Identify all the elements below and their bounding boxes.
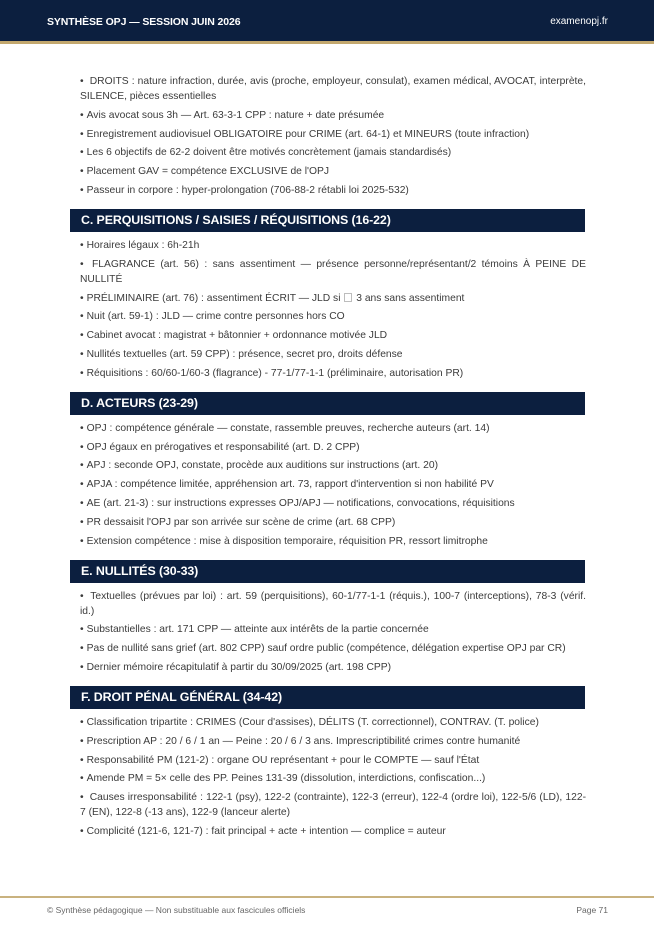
list-item [80,515,586,530]
bullet: • [80,422,84,434]
list-item [80,421,586,436]
list-item [80,328,586,343]
list-item [80,496,586,511]
bullet: • [80,292,84,304]
list-item [80,145,586,160]
item-text: Nuit (art. 59-1) : JLD — crime contre personnes hors CO [86,311,345,323]
item-text: Passeur in corpore : hyper-prolongation (706-88-2 rétabli loi 2025-532) [86,184,409,196]
item-text: APJ : seconde OPJ, constate, procède aux auditions sur instructions (art. 20) [86,460,439,472]
footer-disclaimer: © Synthèse pédagogique — Non substituable aux fascicules officiels [47,905,306,915]
list-item [80,347,586,362]
item-text: Enregistrement audiovisuel OBLIGATOIRE pour CRIME (art. 64-1) et MINEURS (toute infraction) [86,128,530,140]
list-item [80,238,586,253]
section-acteurs [80,392,586,549]
bullet: • [80,497,84,509]
list-item [80,291,586,306]
list-item [80,366,586,381]
item-text: APJA : compétence limitée, appréhension art. 73, rapport d'intervention si non habilité PV [86,479,494,491]
section-heading: D. ACTEURS (23-29) [70,392,585,415]
bullet: • [80,367,84,379]
item-text: Causes irresponsabilité : 122-1 (psy), 122-2 (contrainte), 122-3 (erreur), 122-4 (ordre loi), 122-5/6 (LD), 122-7 (EN), 122-8 (-13 ans), 122-9 (lanceur alerte) [80,792,586,819]
bullet: • [80,76,84,87]
header-site: examenopj.fr [550,16,608,27]
bullet: • [80,643,84,655]
list-item [80,771,586,786]
section-droit-penal [80,686,586,839]
missing-glyph-icon [344,293,352,302]
section-nullites [80,560,586,675]
list-item [80,309,586,324]
item-text: Classification tripartite : CRIMES (Cour d'assises), DÉLITS (T. correctionnel), CONTRAV. (T. police) [86,716,539,728]
item-text: Complicité (121-6, 121-7) : fait principal + acte + intention — complice = auteur [86,825,446,837]
list-item [80,127,586,142]
header-title: SYNTHÈSE OPJ — SESSION JUIN 2026 [47,16,241,28]
page-number: Page 71 [576,905,608,915]
section-perquisitions [80,209,586,381]
list-item [80,824,586,839]
bullet: • [80,441,84,453]
item-text: PRÉLIMINAIRE (art. 76) : assentiment ÉCRIT — JLD si [86,292,341,304]
bullet: • [80,479,84,491]
item-text: Extension compétence : mise à disposition temporaire, réquisition PR, ressort limitrophe [86,535,488,547]
item-text: OPJ : compétence générale — constate, rassemble preuves, recherche auteurs (art. 14) [86,422,490,434]
list-item [80,458,586,473]
bullet: • [80,735,84,747]
list-item [80,74,586,104]
bullet: • [80,311,84,323]
page-content [80,74,586,843]
list-item [80,753,586,768]
list-item [80,660,586,675]
list-item [80,108,586,123]
item-text-suffix: 3 ans sans assentiment [356,292,465,304]
list-item [80,477,586,492]
bullet: • [80,147,84,159]
item-text: Responsabilité PM (121-2) : organe OU représentant + pour le COMPTE — sauf l'État [86,754,480,766]
item-text: DROITS : nature infraction, durée, avis (proche, employeur, consulat), examen médical, AVOCAT, interprète, SILENCE, pièces essentielles [80,76,586,102]
bullet: • [80,330,84,342]
list-item [80,183,586,198]
list-item [80,534,586,549]
bullet: • [80,773,84,785]
item-text: Nullités textuelles (art. 59 CPP) : présence, secret pro, droits défense [86,348,403,360]
bullet: • [80,258,84,270]
page-header [0,0,654,41]
item-text: Les 6 objectifs de 62-2 doivent être motivés concrètement (jamais standardisés) [86,147,452,159]
list-item [80,622,586,637]
bullet: • [80,590,84,602]
item-text: OPJ égaux en prérogatives et responsabilité (art. D. 2 CPP) [86,441,360,453]
item-text: Textuelles (prévues par loi) : art. 59 (perquisitions), 60-1/77-1-1 (réquis.), 100-7 (interceptions), 78-3 (vérif. id.) [80,590,586,617]
bullet: • [80,661,84,673]
item-text: Substantielles : art. 171 CPP — atteinte aux intérêts de la partie concernée [86,624,429,636]
item-text: Horaires légaux : 6h-21h [86,239,200,251]
item-text: Dernier mémoire récapitulatif à partir du 30/09/2025 (art. 198 CPP) [86,661,392,673]
item-text: Prescription AP : 20 / 6 / 1 an — Peine : 20 / 6 / 3 ans. Imprescriptibilité crimes contre humanité [86,735,521,747]
list-item [80,257,586,287]
section-intro [80,74,586,198]
bullet: • [80,166,84,178]
bullet: • [80,716,84,728]
bullet: • [80,460,84,472]
bullet: • [80,239,84,251]
item-text: Cabinet avocat : magistrat + bâtonnier + ordonnance motivée JLD [86,330,388,342]
item-text: PR dessaisit l'OPJ par son arrivée sur scène de crime (art. 68 CPP) [86,516,396,528]
item-text: Réquisitions : 60/60-1/60-3 (flagrance) - 77-1/77-1-1 (préliminaire, autorisation PR) [86,367,464,379]
item-text: AE (art. 21-3) : sur instructions expresses OPJ/APJ — notifications, convocations, réquisitions [86,497,515,509]
bullet: • [80,535,84,547]
bullet: • [80,624,84,636]
list-item [80,734,586,749]
list-item [80,641,586,656]
item-text: FLAGRANCE (art. 56) : sans assentiment — présence personne/représentant/2 témoins À PEINE DE NULLITÉ [80,258,586,285]
bullet: • [80,516,84,528]
bullet: • [80,128,84,140]
list-item [80,589,586,619]
item-text: Pas de nullité sans grief (art. 802 CPP) sauf ordre public (compétence, délégation expertise OPJ par CR) [86,643,566,655]
list-item [80,440,586,455]
list-item [80,164,586,179]
header-divider [0,41,654,44]
item-text: Placement GAV = compétence EXCLUSIVE de l'OPJ [86,166,330,178]
section-heading: C. PERQUISITIONS / SAISIES / RÉQUISITIONS (16-22) [70,209,585,232]
item-text: Amende PM = 5× celle des PP. Peines 131-39 (dissolution, interdictions, confiscation...) [86,773,486,785]
bullet: • [80,348,84,360]
item-text: Avis avocat sous 3h — Art. 63-3-1 CPP : nature + date présumée [86,109,385,121]
section-heading: F. DROIT PÉNAL GÉNÉRAL (34-42) [70,686,585,709]
list-item [80,790,586,820]
bullet: • [80,109,84,121]
bullet: • [80,825,84,837]
section-heading: E. NULLITÉS (30-33) [70,560,585,583]
footer-divider [0,896,654,898]
list-item [80,715,586,730]
bullet: • [80,792,84,804]
bullet: • [80,184,84,196]
bullet: • [80,754,84,766]
